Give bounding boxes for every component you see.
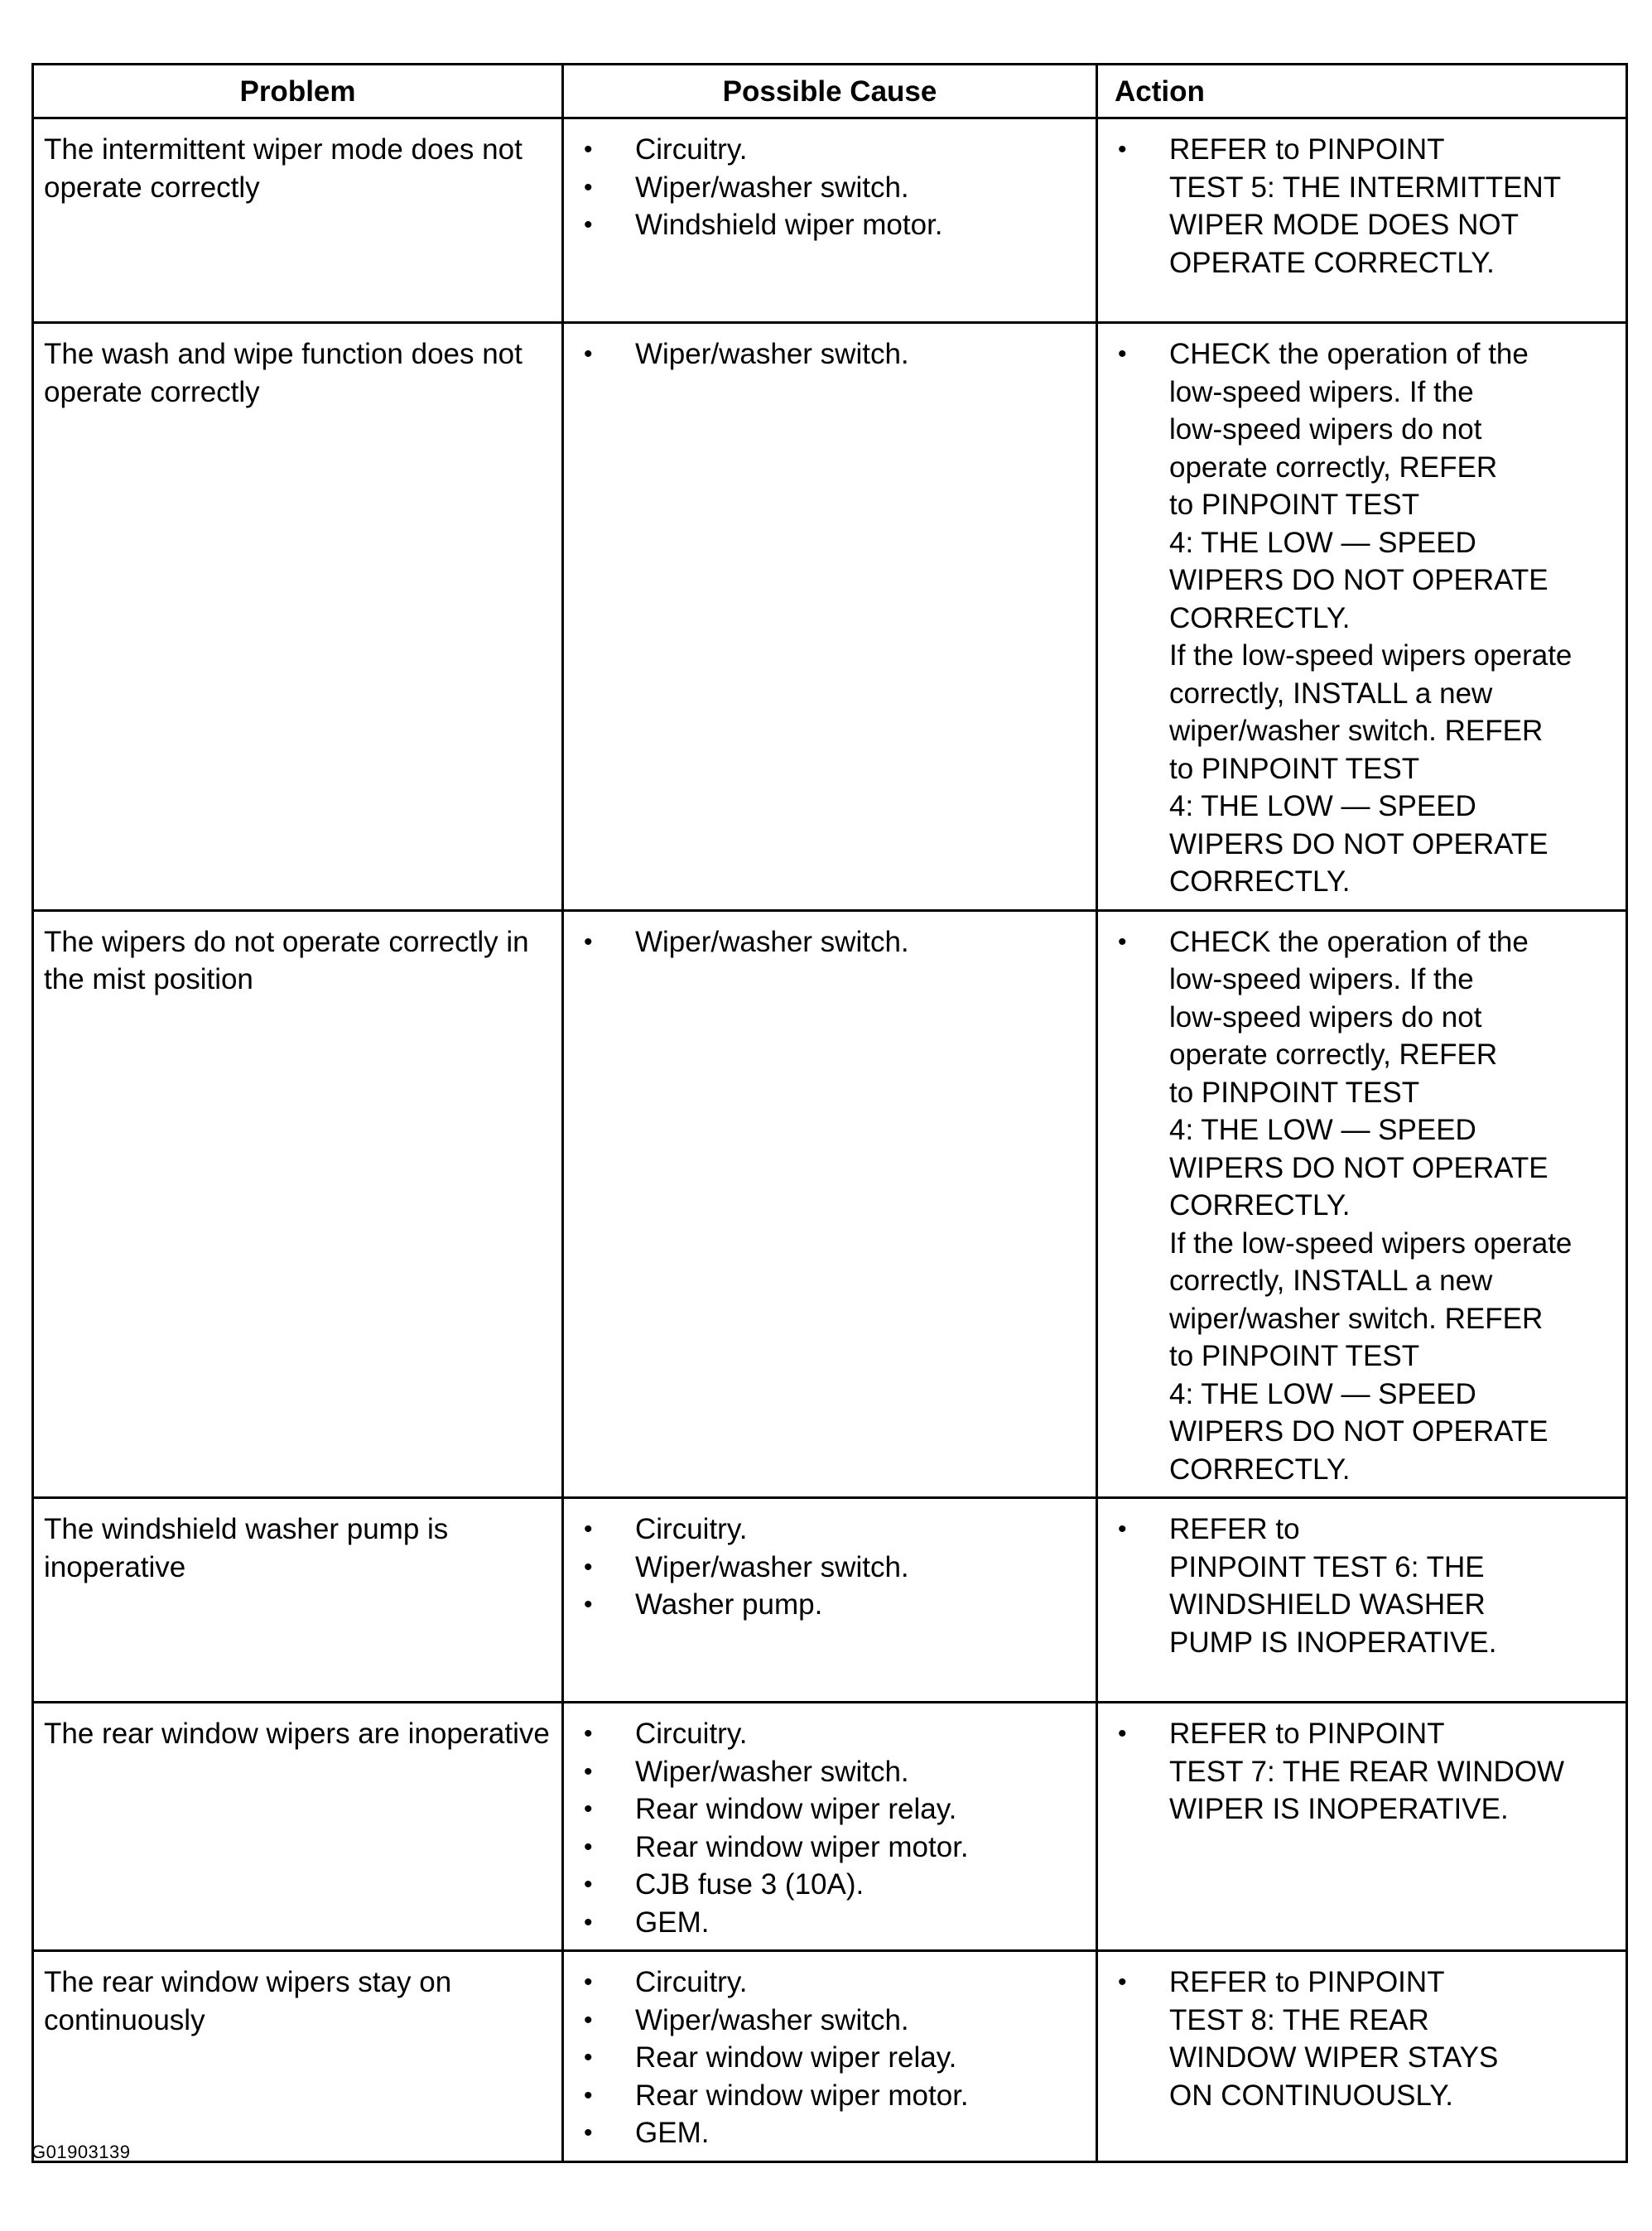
action-item: • CHECK the operation of the low-speed wipers. If the low-speed wipers do not operate correctly, REFER to PINPOINT TEST 4: THE LOW — SPEED WIPERS DO NOT OPERATE CORRECTLY. If the low-speed wipers operate correctly, INSTALL a new wiper/washer switch. REFER to PINPOINT TEST 4: THE LOW — SPEED WIPERS DO NOT OPERATE CORRECTLY.: [1098, 335, 1617, 901]
problem-cell: [33, 1951, 563, 2162]
action-item: • REFER to PINPOINT TEST 8: THE REAR WINDOW WIPER STAYS ON CONTINUOUSLY.: [1098, 1964, 1617, 2114]
possible-cause-cell: [563, 1498, 1097, 1703]
cause-list: [564, 1511, 1087, 1624]
cause-item: • Wiper/washer switch.: [564, 169, 1087, 207]
diagnostic-table: [31, 63, 1628, 2163]
table-row: [33, 910, 1627, 1498]
table-row: [33, 1951, 1627, 2162]
cause-item: • Wiper/washer switch.: [564, 1549, 1087, 1587]
possible-cause-cell: [563, 910, 1097, 1498]
action-cell: [1097, 1951, 1627, 2162]
cause-item: • Wiper/washer switch.: [564, 2002, 1087, 2040]
action-list: [1098, 1715, 1617, 1829]
problem-cell: [33, 1498, 563, 1703]
cause-item: • Wiper/washer switch.: [564, 335, 1087, 373]
problem-text: The rear window wipers are inoperative: [44, 1718, 550, 1750]
possible-cause-cell: [563, 323, 1097, 911]
cause-item: • GEM.: [564, 2114, 1087, 2152]
cause-item: • Windshield wiper motor.: [564, 206, 1087, 244]
action-item: • REFER to PINPOINT TEST 7: THE REAR WINDOW WIPER IS INOPERATIVE.: [1098, 1715, 1617, 1829]
action-list: [1098, 335, 1617, 901]
cause-item: • CJB fuse 3 (10A).: [564, 1866, 1087, 1904]
cause-item: • Rear window wiper motor.: [564, 1829, 1087, 1867]
table-row: [33, 1703, 1627, 1951]
problem-text: The intermittent wiper mode does not operate correctly: [44, 133, 523, 204]
action-list: [1098, 923, 1617, 1489]
header-action: Action: [1097, 65, 1627, 118]
cause-item: • Circuitry.: [564, 131, 1087, 169]
cause-list: [564, 131, 1087, 244]
cause-list: [564, 335, 1087, 373]
problem-cell: [33, 118, 563, 323]
cause-list: [564, 1715, 1087, 1941]
table-row: [33, 323, 1627, 911]
problem-cell: [33, 1703, 563, 1951]
action-cell: [1097, 910, 1627, 1498]
cause-item: • Wiper/washer switch.: [564, 923, 1087, 961]
problem-cell: [33, 323, 563, 911]
header-problem: Problem: [33, 65, 563, 118]
cause-item: • Circuitry.: [564, 1511, 1087, 1549]
cause-item: • Rear window wiper relay.: [564, 1790, 1087, 1829]
cause-list: [564, 1964, 1087, 2152]
possible-cause-cell: [563, 1703, 1097, 1951]
cause-item: • Circuitry.: [564, 1964, 1087, 2002]
table-row: [33, 1498, 1627, 1703]
figure-id: G01903139: [31, 2142, 131, 2162]
table-row: [33, 118, 1627, 323]
problem-text: The rear window wipers stay on continuously: [44, 1966, 452, 2036]
action-cell: [1097, 118, 1627, 323]
cause-item: • Circuitry.: [564, 1715, 1087, 1753]
action-item: • REFER to PINPOINT TEST 5: THE INTERMITTENT WIPER MODE DOES NOT OPERATE CORRECTLY.: [1098, 131, 1617, 282]
action-item: • REFER to PINPOINT TEST 6: THE WINDSHIELD WASHER PUMP IS INOPERATIVE.: [1098, 1511, 1617, 1661]
cause-item: • Washer pump.: [564, 1586, 1087, 1624]
action-list: [1098, 131, 1617, 282]
cause-item: • Rear window wiper motor.: [564, 2077, 1087, 2115]
action-list: [1098, 1964, 1617, 2114]
possible-cause-cell: [563, 1951, 1097, 2162]
action-cell: [1097, 323, 1627, 911]
possible-cause-cell: [563, 118, 1097, 323]
action-cell: [1097, 1498, 1627, 1703]
problem-text: The wash and wipe function does not operate correctly: [44, 338, 523, 408]
header-possible-cause: Possible Cause: [563, 65, 1097, 118]
cause-item: • GEM.: [564, 1904, 1087, 1942]
action-cell: [1097, 1703, 1627, 1951]
problem-cell: [33, 910, 563, 1498]
problem-text: The windshield washer pump is inoperative: [44, 1513, 449, 1583]
header-row: [33, 65, 1627, 118]
action-list: [1098, 1511, 1617, 1661]
cause-item: • Rear window wiper relay.: [564, 2039, 1087, 2077]
problem-text: The wipers do not operate correctly in the mist position: [44, 925, 529, 995]
cause-list: [564, 923, 1087, 961]
action-item: • CHECK the operation of the low-speed wipers. If the low-speed wipers do not operate correctly, REFER to PINPOINT TEST 4: THE LOW — SPEED WIPERS DO NOT OPERATE CORRECTLY. If the low-speed wipers operate correctly, INSTALL a new wiper/washer switch. REFER to PINPOINT TEST 4: THE LOW — SPEED WIPERS DO NOT OPERATE CORRECTLY.: [1098, 923, 1617, 1489]
cause-item: • Wiper/washer switch.: [564, 1753, 1087, 1791]
